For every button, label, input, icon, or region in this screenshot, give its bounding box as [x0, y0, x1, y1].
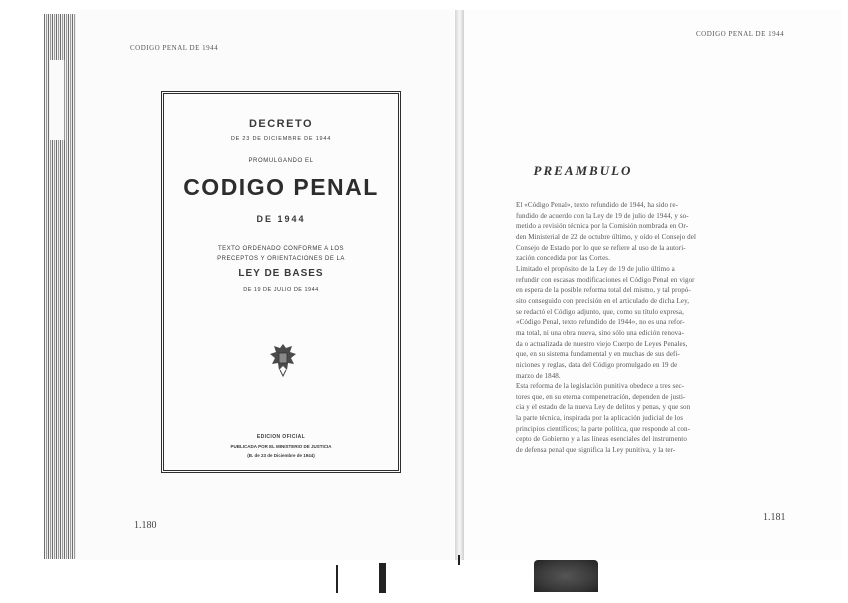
preamble-line: refundir con escasas modificaciones el Código Penal en vigor	[516, 275, 695, 284]
preamble-line: sito conseguido con precisión en el articulado de dicha Ley,	[516, 296, 690, 305]
preamble-line: que, en su sistema fundamental y en muchas de sus defi-	[516, 350, 680, 359]
plate-year: DE 1944	[256, 214, 306, 224]
preamble-line: Esta reforma de la legislación punitiva obedece a tres sec-	[516, 382, 685, 391]
preamble-line: Limitado el propósito de la Ley de 19 de julio último a	[516, 264, 675, 273]
plate-text2: PRECEPTOS Y ORIENTACIONES DE LA	[217, 256, 345, 262]
preamble-line: metido a revisión técnica por la Comisión nombrada en Or-	[516, 222, 689, 231]
preamble-line: den Ministerial de 22 de octubre último, y oído el Consejo del	[516, 232, 696, 241]
preamble-line: marzo de 1848.	[516, 371, 561, 380]
plate-title: CODIGO PENAL	[183, 174, 379, 200]
spanish-coat-of-arms-icon	[268, 342, 298, 378]
preamble-line: de defensa penal que significa la Ley punitiva, y la ter-	[516, 446, 676, 455]
preamble-line: da o actualizada de nuestro viejo Cuerpo de Leyes Penales,	[516, 339, 688, 348]
right-page-number: 1.181	[763, 512, 786, 523]
plate-publisher: PUBLICADA POR EL MINISTERIO DE JUSTICIA	[230, 444, 332, 449]
left-running-head: CODIGO PENAL DE 1944	[130, 44, 219, 52]
plate-boe: (B. de 23 de Diciembre de 1944)	[247, 453, 315, 458]
book-page-edges-fold	[50, 60, 65, 140]
preamble-line: «Código Penal, texto refundido de 1944», no es una refor-	[516, 318, 685, 327]
preamble-heading: PREAMBULO	[533, 163, 633, 178]
preamble-line: El «Código Penal», texto refundido de 1944, ha sido re-	[516, 201, 678, 209]
preamble-line: cepto de Gobierno y a las líneas esenciales del instrumento	[516, 435, 687, 444]
plate-date: DE 23 DE DICIEMBRE DE 1944	[230, 136, 332, 142]
preamble-line: en espera de la posible reforma total del mismo, y tal propó-	[516, 286, 691, 295]
plate-decreto: DECRETO	[248, 118, 314, 130]
preamble-line: Consejo de Estado por lo que se refiere al uso de la autori-	[516, 243, 686, 252]
preamble-line: ma total, ni una obra nueva, sino sólo una edición renova-	[516, 328, 684, 337]
preamble-line: se redactó el Código adjunto, que, como su título expresa,	[516, 307, 684, 316]
preamble-line: fundido de acuerdo con la Ley de 19 de julio de 1944, y so-	[516, 211, 689, 220]
preamble-line: zación concedida por las Cortes.	[516, 254, 610, 263]
left-page-number: 1.180	[134, 520, 157, 531]
preamble-line: cia y el estado de la nueva Ley de delitos y penas, y que son	[516, 403, 691, 412]
preamble-line: tores que, en su eterna compenetración, dependen de justi-	[516, 392, 686, 401]
preamble-body	[516, 200, 784, 456]
plate-text1: TEXTO ORDENADO CONFORME A LOS	[217, 246, 345, 252]
preamble-line: niciones y reglas, data del Código promulgado en 19 de	[516, 360, 678, 369]
right-running-head: CODIGO PENAL DE 1944	[696, 30, 785, 38]
book-gutter	[455, 10, 464, 560]
plate-edition: EDICION OFICIAL	[256, 434, 306, 440]
scanner-thumb-shadow	[534, 560, 598, 592]
preamble-line: principios científicos; la parte política, que responde al con-	[516, 424, 691, 433]
plate-promulgando: PROMULGANDO EL	[248, 158, 314, 164]
plate-law-date: DE 19 DE JULIO DE 1944	[243, 287, 319, 293]
preamble-line: la parte técnica, inspirada por la aplicación judicial de los	[516, 414, 684, 423]
title-plate	[161, 91, 401, 473]
plate-law: LEY DE BASES	[238, 268, 324, 279]
